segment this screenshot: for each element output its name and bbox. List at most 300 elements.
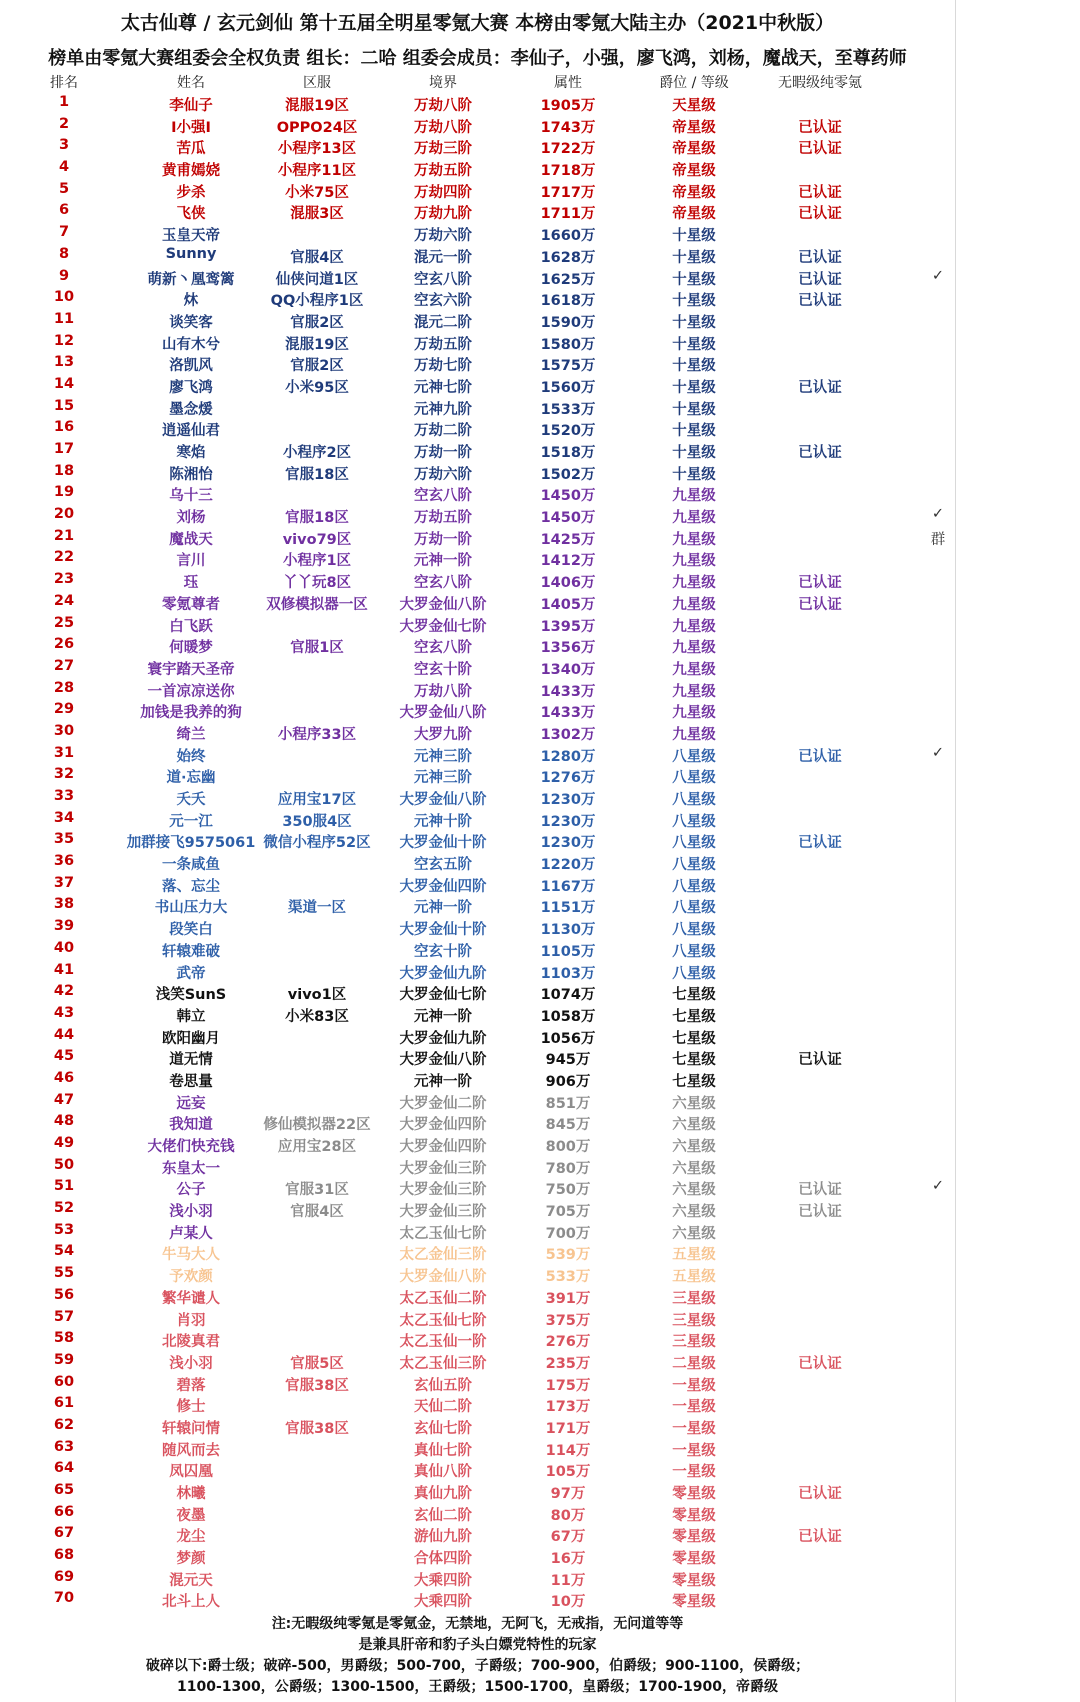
header-realm: 境界 bbox=[429, 75, 457, 91]
power-cell: 1450万 bbox=[540, 488, 596, 505]
table-row bbox=[0, 961, 955, 983]
rank-cell: 31 bbox=[53, 744, 75, 761]
server-cell: vivo1区 bbox=[287, 987, 347, 1004]
title-cell: 一星级 bbox=[672, 1442, 716, 1459]
title-cell: 七星级 bbox=[672, 1030, 716, 1047]
realm-cell: 万劫七阶 bbox=[414, 358, 472, 375]
power-cell: 1520万 bbox=[540, 423, 596, 440]
rank-cell: 54 bbox=[53, 1243, 75, 1260]
realm-cell: 大罗金仙八阶 bbox=[399, 705, 487, 722]
realm-cell: 万劫八阶 bbox=[414, 683, 472, 700]
name-cell: 落、忘尘 bbox=[162, 878, 220, 895]
realm-cell: 大罗金仙十阶 bbox=[399, 922, 487, 939]
rank-cell: 19 bbox=[53, 484, 75, 501]
title-cell: 九星级 bbox=[672, 596, 716, 613]
table-row bbox=[0, 1373, 955, 1395]
title-cell: 十星级 bbox=[672, 228, 716, 245]
header-verified: 无暇级纯零氪 bbox=[778, 75, 862, 91]
table-row bbox=[0, 245, 955, 267]
power-cell: 1074万 bbox=[540, 987, 596, 1004]
table-row bbox=[0, 462, 955, 484]
title-cell: 十星级 bbox=[672, 336, 716, 353]
rank-cell: 63 bbox=[53, 1438, 75, 1455]
power-cell: 175万 bbox=[545, 1377, 591, 1394]
table-row bbox=[0, 158, 955, 180]
power-cell: 1056万 bbox=[540, 1030, 596, 1047]
name-cell: 洛凯风 bbox=[169, 358, 213, 375]
table-row bbox=[0, 657, 955, 679]
server-cell: 小程序2区 bbox=[282, 445, 352, 461]
power-cell: 11万 bbox=[550, 1572, 586, 1589]
title-cell: 一星级 bbox=[672, 1420, 716, 1437]
name-cell: 珏 bbox=[183, 575, 199, 592]
power-cell: 276万 bbox=[545, 1334, 591, 1351]
verified-cell: 已认证 bbox=[798, 1204, 842, 1221]
server-cell: 小程序1区 bbox=[282, 553, 352, 570]
table-row bbox=[0, 1438, 955, 1460]
table-row bbox=[0, 505, 955, 527]
title-cell: 十星级 bbox=[672, 314, 716, 331]
rank-cell: 45 bbox=[53, 1048, 75, 1065]
title-cell: 九星级 bbox=[672, 553, 716, 570]
rank-cell: 20 bbox=[53, 506, 75, 523]
table-row bbox=[0, 115, 955, 137]
power-cell: 700万 bbox=[545, 1225, 591, 1242]
rank-cell: 35 bbox=[53, 831, 75, 848]
title-cell: 八星级 bbox=[672, 770, 716, 787]
name-cell: 廖飞鸿 bbox=[169, 379, 213, 396]
rank-cell: 56 bbox=[53, 1286, 75, 1303]
table-row bbox=[0, 1394, 955, 1416]
table-row bbox=[0, 1286, 955, 1308]
mark-cell: ✓ bbox=[931, 1178, 945, 1195]
realm-cell: 元神七阶 bbox=[414, 379, 472, 396]
realm-cell: 元神一阶 bbox=[414, 900, 472, 917]
name-cell: 段笑白 bbox=[169, 922, 213, 939]
title-cell: 十星级 bbox=[672, 271, 716, 288]
title-cell: 六星级 bbox=[672, 1225, 716, 1242]
name-cell: 一条咸鱼 bbox=[162, 857, 220, 874]
server-cell: vivo79区 bbox=[282, 531, 352, 548]
title-cell: 三星级 bbox=[672, 1312, 716, 1329]
table-row bbox=[0, 201, 955, 223]
title-cell: 九星级 bbox=[672, 510, 716, 527]
page-title: 太古仙尊 / 玄元剑仙 第十五届全明星零氪大赛 本榜由零氪大陆主办（2021中秋版） bbox=[120, 12, 835, 34]
name-cell: 寒焰 bbox=[176, 445, 206, 461]
verified-cell: 已认证 bbox=[798, 835, 842, 852]
header-title: 爵位 / 等级 bbox=[659, 75, 729, 91]
server-cell: 小程序11区 bbox=[277, 163, 357, 180]
table-row bbox=[0, 1459, 955, 1481]
name-cell: 予欢颜 bbox=[169, 1269, 213, 1286]
power-cell: 1105万 bbox=[540, 943, 596, 960]
power-cell: 539万 bbox=[545, 1247, 591, 1264]
verified-cell: 已认证 bbox=[798, 748, 842, 765]
server-cell: 应用宝28区 bbox=[277, 1139, 357, 1155]
title-cell: 三星级 bbox=[672, 1290, 716, 1307]
rank-cell: 8 bbox=[58, 245, 70, 262]
table-row bbox=[0, 1546, 955, 1568]
table-row bbox=[0, 744, 955, 766]
mark-cell: 群 bbox=[930, 531, 946, 548]
name-cell: 浅小羽 bbox=[169, 1204, 213, 1221]
rank-cell: 33 bbox=[53, 788, 75, 804]
verified-cell: 已认证 bbox=[798, 293, 842, 310]
table-row bbox=[0, 180, 955, 202]
rank-cell: 24 bbox=[53, 592, 75, 609]
server-cell: 350服4区 bbox=[282, 813, 352, 830]
verified-cell: 已认证 bbox=[798, 445, 842, 461]
verified-cell: 已认证 bbox=[798, 249, 842, 266]
realm-cell: 太乙玉仙二阶 bbox=[399, 1290, 487, 1307]
table-row bbox=[0, 1329, 955, 1351]
realm-cell: 元神一阶 bbox=[414, 1073, 472, 1090]
power-cell: 1575万 bbox=[540, 358, 596, 375]
power-cell: 533万 bbox=[545, 1269, 591, 1286]
committee-subtitle: 榜单由零氪大赛组委会全权负责 组长：二哈 组委会成员：李仙子，小强，廖飞鸿，刘杨，魔战天，至尊药师 bbox=[48, 48, 907, 69]
realm-cell: 大罗金仙三阶 bbox=[399, 1182, 487, 1199]
title-cell: 八星级 bbox=[672, 857, 716, 874]
power-cell: 1412万 bbox=[540, 553, 596, 570]
rank-cell: 16 bbox=[53, 419, 75, 436]
table-row bbox=[0, 1524, 955, 1546]
power-cell: 1405万 bbox=[540, 596, 596, 613]
rank-cell: 17 bbox=[53, 441, 75, 457]
table-row bbox=[0, 917, 955, 939]
table-row bbox=[0, 787, 955, 809]
title-cell: 八星级 bbox=[672, 813, 716, 830]
realm-cell: 大罗金仙八阶 bbox=[399, 1269, 487, 1286]
realm-cell: 空玄十阶 bbox=[414, 661, 472, 678]
power-cell: 1395万 bbox=[540, 618, 596, 635]
name-cell: I小强I bbox=[171, 119, 211, 136]
name-cell: 武帝 bbox=[176, 965, 206, 982]
rank-cell: 2 bbox=[58, 115, 70, 132]
realm-cell: 空玄六阶 bbox=[414, 293, 472, 310]
realm-cell: 太乙玉仙七阶 bbox=[399, 1225, 487, 1242]
table-row bbox=[0, 1112, 955, 1134]
title-cell: 十星级 bbox=[672, 293, 716, 310]
realm-cell: 真仙八阶 bbox=[414, 1464, 472, 1481]
server-cell: 官服2区 bbox=[290, 314, 344, 331]
name-cell: 大佬们快充钱 bbox=[147, 1139, 235, 1155]
header-power: 属性 bbox=[554, 75, 582, 91]
title-cell: 零星级 bbox=[672, 1486, 716, 1502]
title-cell: 十星级 bbox=[672, 423, 716, 440]
rank-cell: 40 bbox=[53, 939, 75, 956]
server-cell: 官服18区 bbox=[285, 510, 349, 527]
name-cell: 炑 bbox=[183, 293, 199, 310]
name-cell: 逍遥仙君 bbox=[162, 423, 220, 440]
rank-cell: 26 bbox=[53, 636, 75, 653]
title-cell: 九星级 bbox=[672, 575, 716, 592]
table-row bbox=[0, 267, 955, 289]
rank-cell: 43 bbox=[53, 1004, 75, 1021]
realm-cell: 玄仙二阶 bbox=[414, 1507, 472, 1524]
power-cell: 800万 bbox=[545, 1139, 591, 1155]
table-row bbox=[0, 809, 955, 831]
name-cell: 公子 bbox=[176, 1182, 206, 1199]
name-cell: 混元天 bbox=[169, 1572, 213, 1589]
rank-cell: 65 bbox=[53, 1482, 75, 1498]
title-cell: 八星级 bbox=[672, 900, 716, 917]
server-cell: 混服19区 bbox=[285, 336, 349, 353]
realm-cell: 大罗金仙九阶 bbox=[399, 1030, 487, 1047]
table-row bbox=[0, 570, 955, 592]
realm-cell: 万劫六阶 bbox=[414, 466, 472, 483]
name-cell: 零氪尊者 bbox=[162, 596, 220, 613]
title-cell: 九星级 bbox=[672, 640, 716, 657]
title-cell: 七星级 bbox=[672, 1052, 716, 1069]
power-cell: 1502万 bbox=[540, 466, 596, 483]
name-cell: 何暖梦 bbox=[169, 640, 213, 657]
name-cell: 远妄 bbox=[176, 1095, 206, 1112]
title-cell: 七星级 bbox=[672, 1073, 716, 1090]
title-cell: 零星级 bbox=[672, 1507, 716, 1524]
name-cell: 陈湘怡 bbox=[169, 466, 213, 483]
rank-cell: 67 bbox=[53, 1525, 75, 1542]
realm-cell: 元神十阶 bbox=[414, 813, 472, 830]
realm-cell: 天仙二阶 bbox=[414, 1399, 472, 1416]
name-cell: 浅小羽 bbox=[169, 1355, 213, 1372]
power-cell: 1230万 bbox=[540, 835, 596, 852]
title-cell: 零星级 bbox=[672, 1594, 716, 1611]
server-cell: OPPO24区 bbox=[276, 119, 358, 136]
table-row bbox=[0, 874, 955, 896]
verified-cell: 已认证 bbox=[798, 141, 842, 158]
name-cell: 步杀 bbox=[176, 184, 206, 201]
power-cell: 1167万 bbox=[540, 878, 596, 895]
realm-cell: 万劫一阶 bbox=[414, 531, 472, 548]
table-row bbox=[0, 1264, 955, 1286]
table-row bbox=[0, 852, 955, 874]
power-cell: 1356万 bbox=[540, 640, 596, 657]
realm-cell: 空玄八阶 bbox=[414, 640, 472, 657]
realm-cell: 万劫二阶 bbox=[414, 423, 472, 440]
realm-cell: 混元二阶 bbox=[414, 314, 472, 331]
table-row bbox=[0, 679, 955, 701]
table-row bbox=[0, 483, 955, 505]
realm-cell: 大罗金仙二阶 bbox=[399, 1095, 487, 1112]
server-cell: 官服31区 bbox=[285, 1182, 349, 1199]
power-cell: 1230万 bbox=[540, 813, 596, 830]
rank-cell: 60 bbox=[53, 1373, 75, 1390]
realm-cell: 大罗金仙七阶 bbox=[399, 987, 487, 1004]
server-cell: 应用宝17区 bbox=[277, 792, 357, 808]
rank-cell: 70 bbox=[53, 1590, 75, 1607]
header-rank: 排名 bbox=[50, 75, 78, 91]
table-row bbox=[0, 830, 955, 852]
name-cell: 梦颜 bbox=[176, 1551, 206, 1568]
table-row bbox=[0, 93, 955, 115]
realm-cell: 大罗九阶 bbox=[414, 726, 472, 743]
power-cell: 906万 bbox=[545, 1073, 591, 1090]
power-cell: 851万 bbox=[545, 1095, 591, 1112]
table-row bbox=[0, 375, 955, 397]
server-cell: 混服19区 bbox=[285, 98, 349, 114]
title-cell: 八星级 bbox=[672, 965, 716, 982]
server-cell: 官服38区 bbox=[285, 1420, 349, 1437]
name-cell: 加群接飞9575061 bbox=[126, 835, 256, 852]
rank-cell: 51 bbox=[53, 1178, 75, 1195]
table-row bbox=[0, 895, 955, 917]
name-cell: 墨念煖 bbox=[169, 401, 213, 418]
mark-cell: ✓ bbox=[931, 744, 945, 761]
name-cell: 欧阳幽月 bbox=[162, 1030, 220, 1047]
rank-cell: 69 bbox=[53, 1568, 75, 1585]
power-cell: 1743万 bbox=[540, 119, 596, 136]
table-row bbox=[0, 1221, 955, 1243]
rank-cell: 66 bbox=[53, 1503, 75, 1520]
rank-cell: 39 bbox=[53, 918, 75, 935]
name-cell: 刘杨 bbox=[176, 510, 206, 527]
rank-cell: 32 bbox=[53, 766, 75, 783]
name-cell: 卢某人 bbox=[169, 1225, 213, 1242]
realm-cell: 大罗金仙八阶 bbox=[399, 792, 487, 808]
rank-cell: 49 bbox=[53, 1135, 75, 1151]
table-row bbox=[0, 939, 955, 961]
realm-cell: 大罗金仙三阶 bbox=[399, 1160, 487, 1177]
title-cell: 九星级 bbox=[672, 683, 716, 700]
table-row bbox=[0, 1026, 955, 1048]
title-cell: 十星级 bbox=[672, 249, 716, 266]
name-cell: 夜墨 bbox=[176, 1507, 206, 1524]
power-cell: 1433万 bbox=[540, 705, 596, 722]
realm-cell: 万劫五阶 bbox=[414, 163, 472, 180]
ranking-table bbox=[0, 93, 955, 1611]
power-cell: 1580万 bbox=[540, 336, 596, 353]
verified-cell: 已认证 bbox=[798, 184, 842, 201]
rank-cell: 52 bbox=[53, 1200, 75, 1217]
name-cell: 牛马大人 bbox=[162, 1247, 220, 1264]
realm-cell: 混元一阶 bbox=[414, 249, 472, 266]
power-cell: 845万 bbox=[545, 1117, 591, 1134]
verified-cell: 已认证 bbox=[798, 575, 842, 592]
power-cell: 1151万 bbox=[540, 900, 596, 917]
realm-cell: 大乘四阶 bbox=[414, 1594, 472, 1611]
name-cell: 北陵真君 bbox=[162, 1334, 220, 1351]
realm-cell: 合体四阶 bbox=[414, 1551, 472, 1568]
table-row bbox=[0, 700, 955, 722]
realm-cell: 万劫八阶 bbox=[414, 119, 472, 136]
realm-cell: 太乙金仙三阶 bbox=[399, 1247, 487, 1264]
title-cell: 六星级 bbox=[672, 1139, 716, 1155]
title-cell: 帝星级 bbox=[672, 119, 716, 136]
name-cell: 林曦 bbox=[176, 1486, 206, 1502]
name-cell: 修士 bbox=[176, 1399, 206, 1416]
power-cell: 1905万 bbox=[540, 98, 596, 114]
name-cell: 一首凉凉送你 bbox=[147, 683, 235, 700]
server-cell: 渠道一区 bbox=[288, 900, 346, 917]
realm-cell: 大乘四阶 bbox=[414, 1572, 472, 1589]
power-cell: 235万 bbox=[545, 1355, 591, 1372]
title-cell: 九星级 bbox=[672, 726, 716, 743]
realm-cell: 太乙玉仙一阶 bbox=[399, 1334, 487, 1351]
rank-cell: 47 bbox=[53, 1091, 75, 1108]
table-row bbox=[0, 136, 955, 158]
server-cell: 官服4区 bbox=[290, 1204, 344, 1221]
title-cell: 六星级 bbox=[672, 1117, 716, 1134]
table-row bbox=[0, 1568, 955, 1590]
realm-cell: 太乙玉仙三阶 bbox=[399, 1355, 487, 1372]
title-cell: 六星级 bbox=[672, 1095, 716, 1112]
table-row bbox=[0, 614, 955, 636]
name-cell: 卷思量 bbox=[169, 1073, 213, 1090]
name-cell: 飞侠 bbox=[176, 206, 206, 223]
table-row bbox=[0, 1308, 955, 1330]
realm-cell: 太乙玉仙七阶 bbox=[399, 1312, 487, 1329]
rank-cell: 22 bbox=[53, 549, 75, 566]
title-cell: 零星级 bbox=[672, 1551, 716, 1568]
rank-cell: 11 bbox=[53, 310, 75, 327]
server-cell: QQ小程序1区 bbox=[270, 293, 364, 310]
power-cell: 1406万 bbox=[540, 575, 596, 592]
title-cell: 九星级 bbox=[672, 705, 716, 722]
rank-cell: 64 bbox=[53, 1460, 75, 1477]
server-cell: 修仙模拟器22区 bbox=[263, 1117, 371, 1134]
title-cell: 帝星级 bbox=[672, 163, 716, 180]
power-cell: 1590万 bbox=[540, 314, 596, 331]
power-cell: 945万 bbox=[545, 1052, 591, 1069]
rank-cell: 7 bbox=[58, 224, 70, 241]
title-cell: 帝星级 bbox=[672, 141, 716, 158]
rank-cell: 61 bbox=[53, 1395, 75, 1412]
name-cell: 龙尘 bbox=[176, 1529, 206, 1546]
table-row bbox=[0, 1351, 955, 1373]
server-cell: 小米83区 bbox=[285, 1008, 349, 1025]
power-cell: 1280万 bbox=[540, 748, 596, 765]
title-cell: 零星级 bbox=[672, 1529, 716, 1546]
power-cell: 1340万 bbox=[540, 661, 596, 678]
name-cell: 乌十三 bbox=[169, 488, 213, 505]
note-line-2: 是兼具肝帝和豹子头白嫖党特性的玩家 bbox=[358, 1637, 597, 1653]
title-cell: 一星级 bbox=[672, 1464, 716, 1481]
power-cell: 114万 bbox=[545, 1442, 591, 1459]
realm-cell: 万劫八阶 bbox=[414, 98, 472, 114]
title-cell: 九星级 bbox=[672, 618, 716, 635]
rank-cell: 68 bbox=[53, 1547, 75, 1564]
realm-cell: 玄仙五阶 bbox=[414, 1377, 472, 1394]
rank-cell: 42 bbox=[53, 983, 75, 1000]
server-cell: 小米95区 bbox=[285, 379, 349, 396]
rank-cell: 38 bbox=[53, 896, 75, 913]
rank-cell: 13 bbox=[53, 354, 75, 371]
power-cell: 1130万 bbox=[540, 922, 596, 939]
name-cell: 东皇太一 bbox=[162, 1160, 220, 1177]
name-cell: 浅笑SunS bbox=[155, 987, 227, 1004]
table-row bbox=[0, 1091, 955, 1113]
table-row bbox=[0, 332, 955, 354]
power-cell: 1425万 bbox=[540, 531, 596, 548]
server-cell: 混服3区 bbox=[290, 206, 344, 223]
name-cell: 始终 bbox=[176, 748, 206, 765]
rank-cell: 3 bbox=[58, 137, 70, 154]
title-cell: 六星级 bbox=[672, 1204, 716, 1221]
power-cell: 375万 bbox=[545, 1312, 591, 1329]
realm-cell: 万劫四阶 bbox=[414, 184, 472, 201]
power-cell: 1302万 bbox=[540, 726, 596, 743]
server-cell: 小程序13区 bbox=[277, 141, 357, 158]
server-cell: 小米75区 bbox=[285, 184, 349, 201]
power-cell: 780万 bbox=[545, 1160, 591, 1177]
realm-cell: 元神九阶 bbox=[414, 401, 472, 418]
power-cell: 173万 bbox=[545, 1399, 591, 1416]
rank-cell: 4 bbox=[58, 159, 70, 176]
table-row bbox=[0, 1589, 955, 1611]
name-cell: 夭夭 bbox=[176, 792, 206, 808]
name-cell: 玉皇天帝 bbox=[162, 228, 220, 245]
verified-cell: 已认证 bbox=[798, 119, 842, 136]
